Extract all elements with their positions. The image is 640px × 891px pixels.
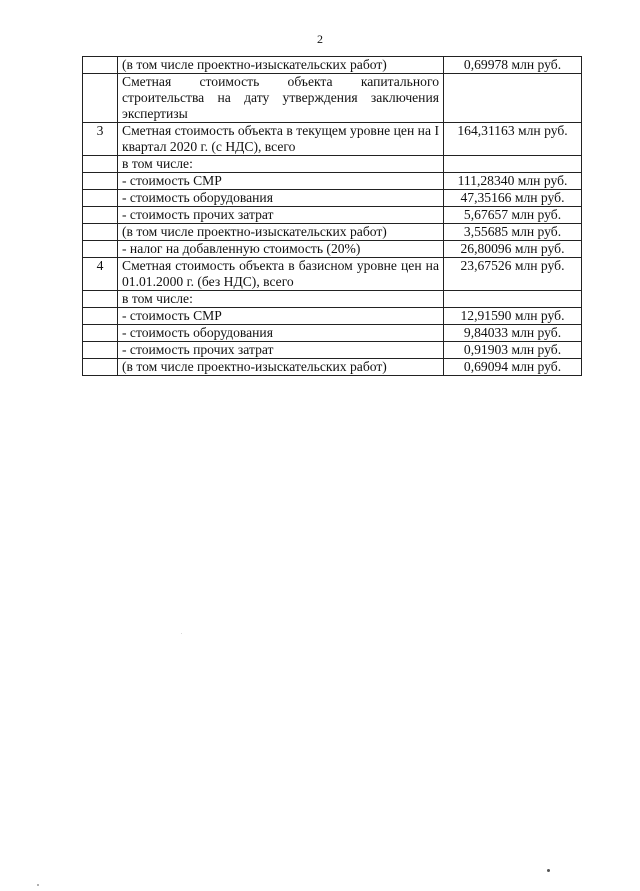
row-value-cell: 0,69094 млн руб.: [444, 359, 582, 376]
row-number-cell: 3: [83, 123, 118, 156]
row-description-cell: Сметная стоимость объекта в базисном уровне цен на 01.01.2000 г. (без НДС), всего: [118, 258, 444, 291]
row-description-cell: - стоимость оборудования: [118, 325, 444, 342]
row-number-cell: [83, 156, 118, 173]
row-number-cell: [83, 173, 118, 190]
table-row: [83, 173, 582, 190]
table-row: [83, 308, 582, 325]
table-row: [83, 342, 582, 359]
scan-speck: [547, 869, 550, 872]
row-description-cell: - стоимость прочих затрат: [118, 207, 444, 224]
row-value-cell: 47,35166 млн руб.: [444, 190, 582, 207]
table-row: [83, 190, 582, 207]
cost-estimate-table: [82, 56, 582, 376]
row-value-cell: [444, 74, 582, 123]
table-row: [83, 156, 582, 173]
row-value-cell: 9,84033 млн руб.: [444, 325, 582, 342]
row-number-cell: [83, 325, 118, 342]
row-value-cell: 23,67526 млн руб.: [444, 258, 582, 291]
table-row: [83, 359, 582, 376]
table-row: [83, 207, 582, 224]
row-description-cell: - налог на добавленную стоимость (20%): [118, 241, 444, 258]
row-description-cell: Сметная стоимость объекта капитального строительства на дату утверждения заключения экспертизы: [118, 74, 444, 123]
row-description-cell: (в том числе проектно-изыскательских работ): [118, 57, 444, 74]
table-row: [83, 123, 582, 156]
row-description-cell: (в том числе проектно-изыскательских работ): [118, 359, 444, 376]
row-value-cell: 111,28340 млн руб.: [444, 173, 582, 190]
row-number-cell: [83, 190, 118, 207]
row-description-cell: в том числе:: [118, 291, 444, 308]
row-value-cell: 0,69978 млн руб.: [444, 57, 582, 74]
row-number-cell: [83, 291, 118, 308]
row-value-cell: 0,91903 млн руб.: [444, 342, 582, 359]
row-value-cell: [444, 291, 582, 308]
row-description-cell: - стоимость СМР: [118, 308, 444, 325]
row-value-cell: 26,80096 млн руб.: [444, 241, 582, 258]
table-row: [83, 241, 582, 258]
row-value-cell: 3,55685 млн руб.: [444, 224, 582, 241]
row-number-cell: [83, 224, 118, 241]
table-row: [83, 325, 582, 342]
page-number: 2: [317, 32, 323, 46]
row-description-cell: (в том числе проектно-изыскательских работ): [118, 224, 444, 241]
scan-speck: [181, 633, 182, 634]
row-value-cell: 164,31163 млн руб.: [444, 123, 582, 156]
row-description-cell: - стоимость СМР: [118, 173, 444, 190]
row-number-cell: [83, 359, 118, 376]
table-row: [83, 57, 582, 74]
row-value-cell: 5,67657 млн руб.: [444, 207, 582, 224]
row-number-cell: [83, 342, 118, 359]
row-number-cell: [83, 74, 118, 123]
table-row: [83, 258, 582, 291]
row-description-cell: Сметная стоимость объекта в текущем уровне цен на I квартал 2020 г. (с НДС), всего: [118, 123, 444, 156]
row-description-cell: в том числе:: [118, 156, 444, 173]
table-row: [83, 291, 582, 308]
row-number-cell: [83, 241, 118, 258]
row-number-cell: 4: [83, 258, 118, 291]
row-value-cell: [444, 156, 582, 173]
scan-speck: [37, 884, 39, 886]
row-number-cell: [83, 308, 118, 325]
table-row: [83, 74, 582, 123]
row-description-cell: - стоимость оборудования: [118, 190, 444, 207]
row-description-cell: - стоимость прочих затрат: [118, 342, 444, 359]
table-row: [83, 224, 582, 241]
row-value-cell: 12,91590 млн руб.: [444, 308, 582, 325]
row-number-cell: [83, 57, 118, 74]
row-number-cell: [83, 207, 118, 224]
